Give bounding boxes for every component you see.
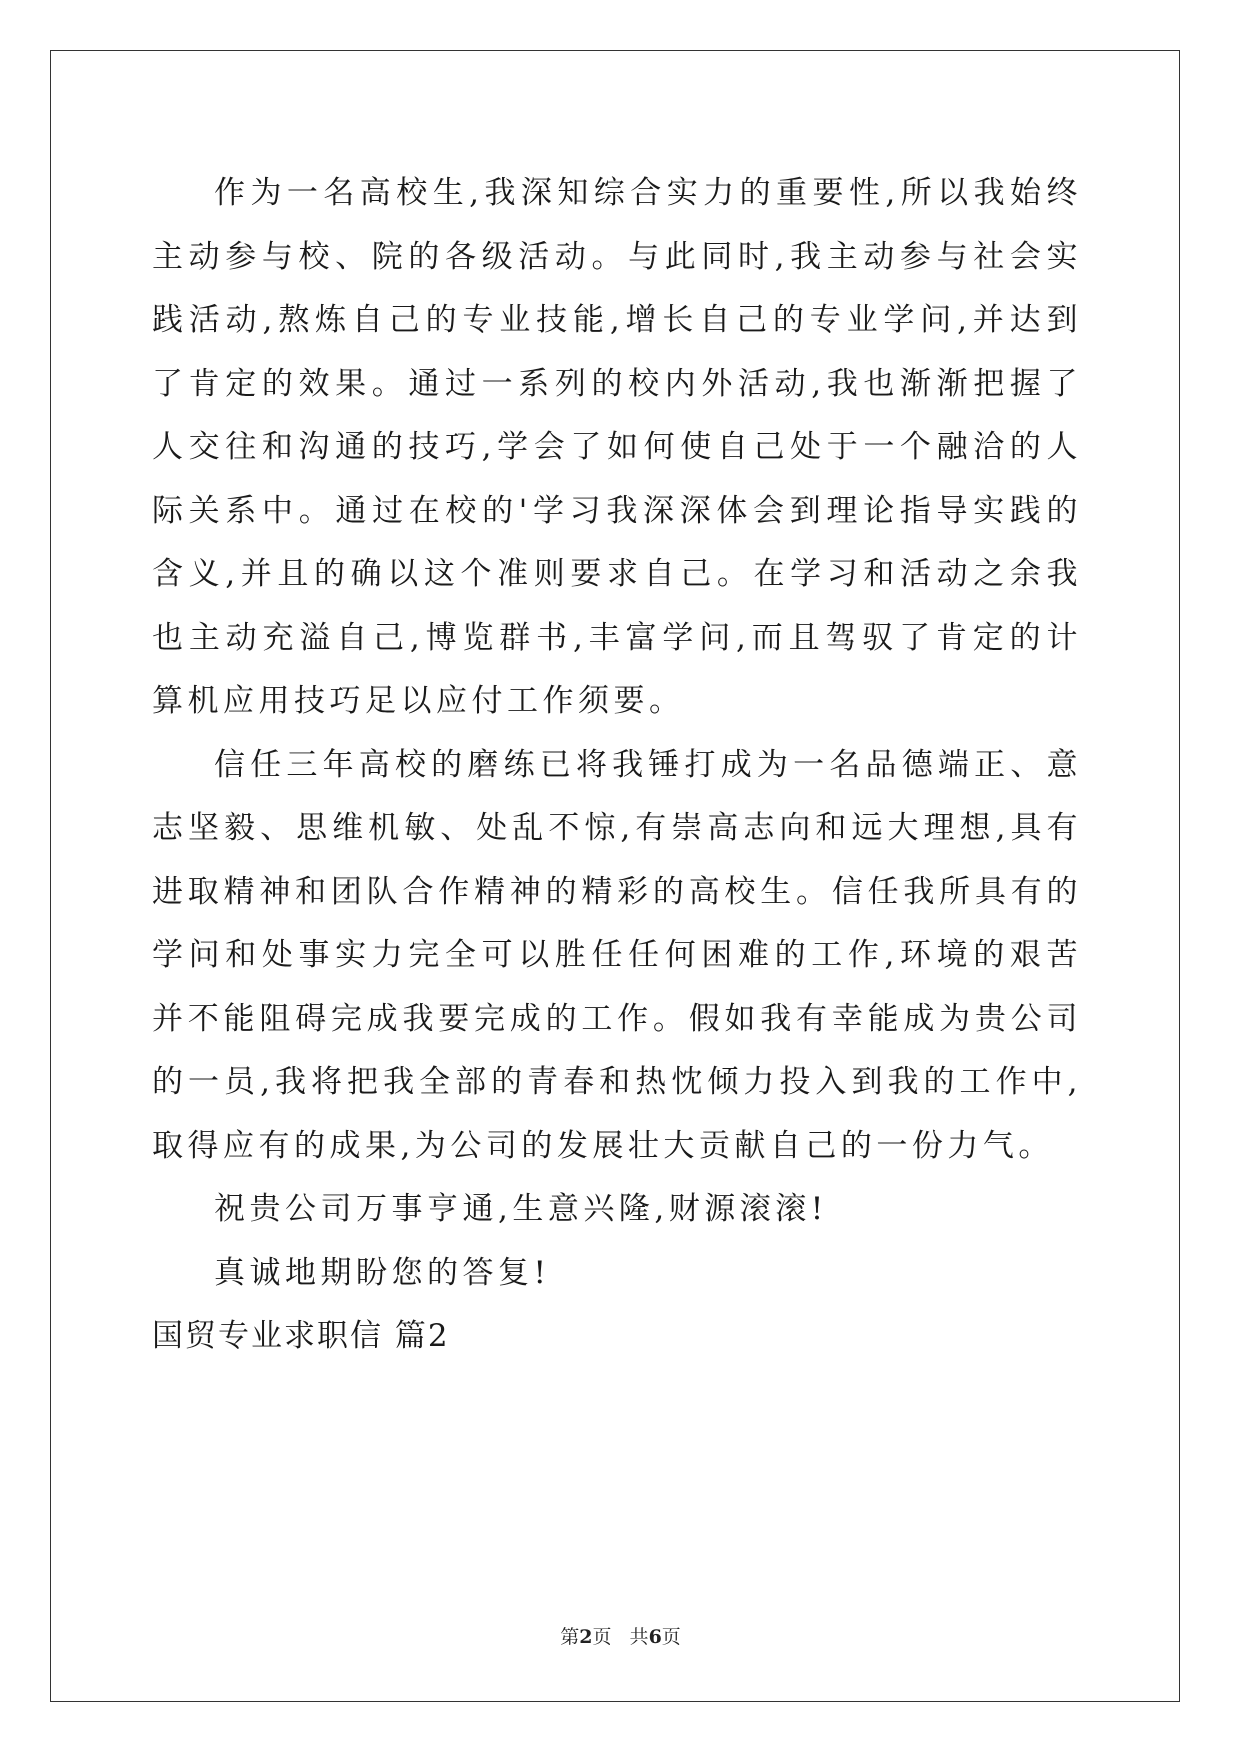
closing-expectation: 真诚地期盼您的答复! — [214, 1254, 551, 1291]
footer-prefix: 第 — [560, 1626, 580, 1648]
body-paragraph-1: 作为一名高校生,我深知综合实力的重要性,所以我始终主动参与校、院的各级活动。与此同时,我主动参与社会实践活动,熬炼自己的专业技能,增长自己的专业学问,并达到了肯定的效果。通过一系列的校内外活动,我也渐渐把握了人交往和沟通的技巧,学会了如何使自己处于一个融洽的人际关系中。通过在校的'学习我深深体会到理论指导实践的含义,并且的确以这个准则要求自己。在学习和活动之余我也主动充溢自己,博览群书,丰富学问,而且驾驭了肯定的计算机应用技巧足以应付工作须要。 — [152, 175, 1082, 719]
footer-suffix: 页 — [661, 1626, 681, 1648]
footer-middle: 页 共 — [592, 1626, 649, 1648]
page-footer — [0, 1622, 1241, 1649]
document-body — [152, 162, 1082, 1369]
section-heading: 国贸专业求职信 篇2 — [152, 1318, 450, 1354]
body-paragraph-2: 信任三年高校的磨练已将我锤打成为一名品德端正、意志坚毅、思维机敏、处乱不惊,有崇高志向和远大理想,具有进取精神和团队合作精神的精彩的高校生。信任我所具有的学问和处事实力完全可以胜任任何困难的工作,环境的艰苦并不能阻碍完成我要完成的工作。假如我有幸能成为贵公司的一员,我将把我全部的青春和热忱倾力投入到我的工作中,取得应有的成果,为公司的发展壮大贡献自己的一份力气。 — [152, 746, 1082, 1164]
closing-wish: 祝贵公司万事亨通,生意兴隆,财源滚滚! — [214, 1191, 828, 1227]
total-page-number: 6 — [648, 1626, 662, 1648]
current-page-number: 2 — [579, 1626, 593, 1648]
